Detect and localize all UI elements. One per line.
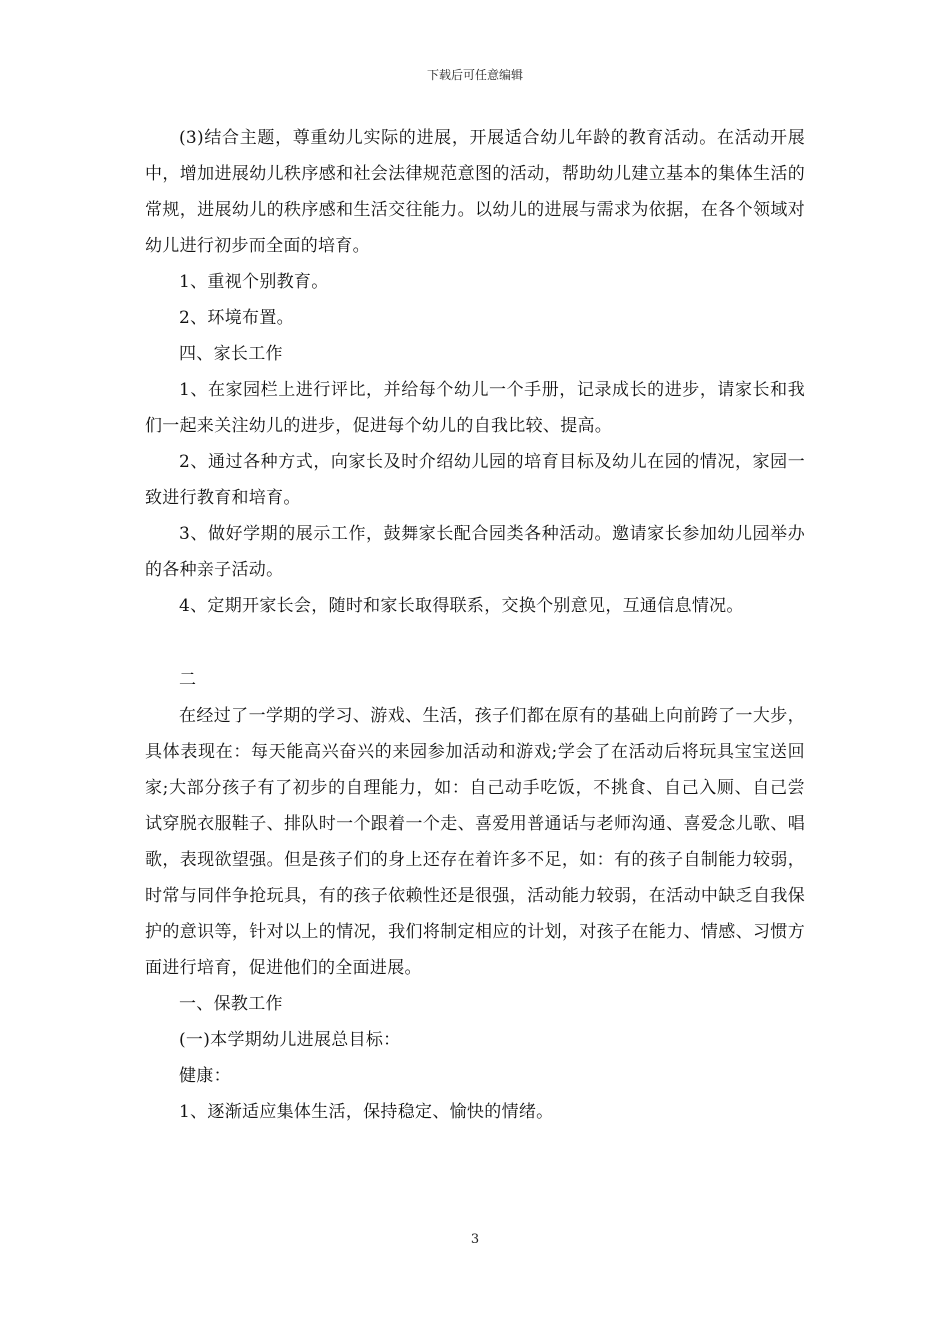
paragraph: 1、重视个别教育。 bbox=[179, 272, 329, 292]
paragraph: (3)结合主题，尊重幼儿实际的进展，开展适合幼儿年龄的教育活动。在活动开展中，增加进展幼儿秩序感和社会法律规范意图的活动，帮助幼儿建立基本的集体生活的常规，进展幼儿的秩序感和生活交往能力。以幼儿的进展与需求为依据，在各个领域对幼儿进行初步而全面的培育。 bbox=[145, 128, 805, 256]
paragraph: 1、逐渐适应集体生活，保持稳定、愉快的情绪。 bbox=[179, 1102, 554, 1122]
document-body bbox=[145, 120, 805, 1130]
paragraph: 1、在家园栏上进行评比，并给每个幼儿一个手册，记录成长的进步，请家长和我们一起来关注幼儿的进步，促进每个幼儿的自我比较、提高。 bbox=[145, 380, 805, 436]
section-heading: 一、保教工作 bbox=[179, 994, 283, 1014]
paragraph: 在经过了一学期的学习、游戏、生活，孩子们都在原有的基础上向前跨了一大步，具体表现在：每天能高兴奋兴的来园参加活动和游戏;学会了在活动后将玩具宝宝送回家;大部分孩子有了初步的自理能力，如：自己动手吃饭，不挑食、自己入厕、自己尝试穿脱衣服鞋子、排队时一个跟着一个走、喜爱用普通话与老师沟通、喜爱念儿歌、唱歌，表现欲望强。但是孩子们的身上还存在着许多不足，如：有的孩子自制能力较弱，时常与同伴争抢玩具，有的孩子依赖性还是很强，活动能力较弱，在活动中缺乏自我保护的意识等，针对以上的情况，我们将制定相应的计划，对孩子在能力、情感、习惯方面进行培育，促进他们的全面进展。 bbox=[145, 706, 805, 978]
paragraph: 2、环境布置。 bbox=[179, 308, 294, 328]
page-number: 3 bbox=[470, 1232, 480, 1247]
section-heading: 四、家长工作 bbox=[179, 344, 283, 364]
paragraph: 4、定期开家长会，随时和家长取得联系，交换个别意见，互通信息情况。 bbox=[179, 596, 744, 616]
subsection-heading: 健康： bbox=[179, 1066, 231, 1086]
section-number: 二 bbox=[179, 670, 197, 690]
subsection-heading: (一)本学期幼儿进展总目标： bbox=[179, 1030, 401, 1050]
paragraph: 3、做好学期的展示工作，鼓舞家长配合园类各种活动。邀请家长参加幼儿园举办的各种亲子活动。 bbox=[145, 524, 805, 580]
paragraph: 2、通过各种方式，向家长及时介绍幼儿园的培育目标及幼儿在园的情况，家园一致进行教育和培育。 bbox=[145, 452, 805, 508]
section-gap bbox=[145, 624, 805, 662]
page-header: 下载后可任意编辑 bbox=[426, 68, 523, 82]
